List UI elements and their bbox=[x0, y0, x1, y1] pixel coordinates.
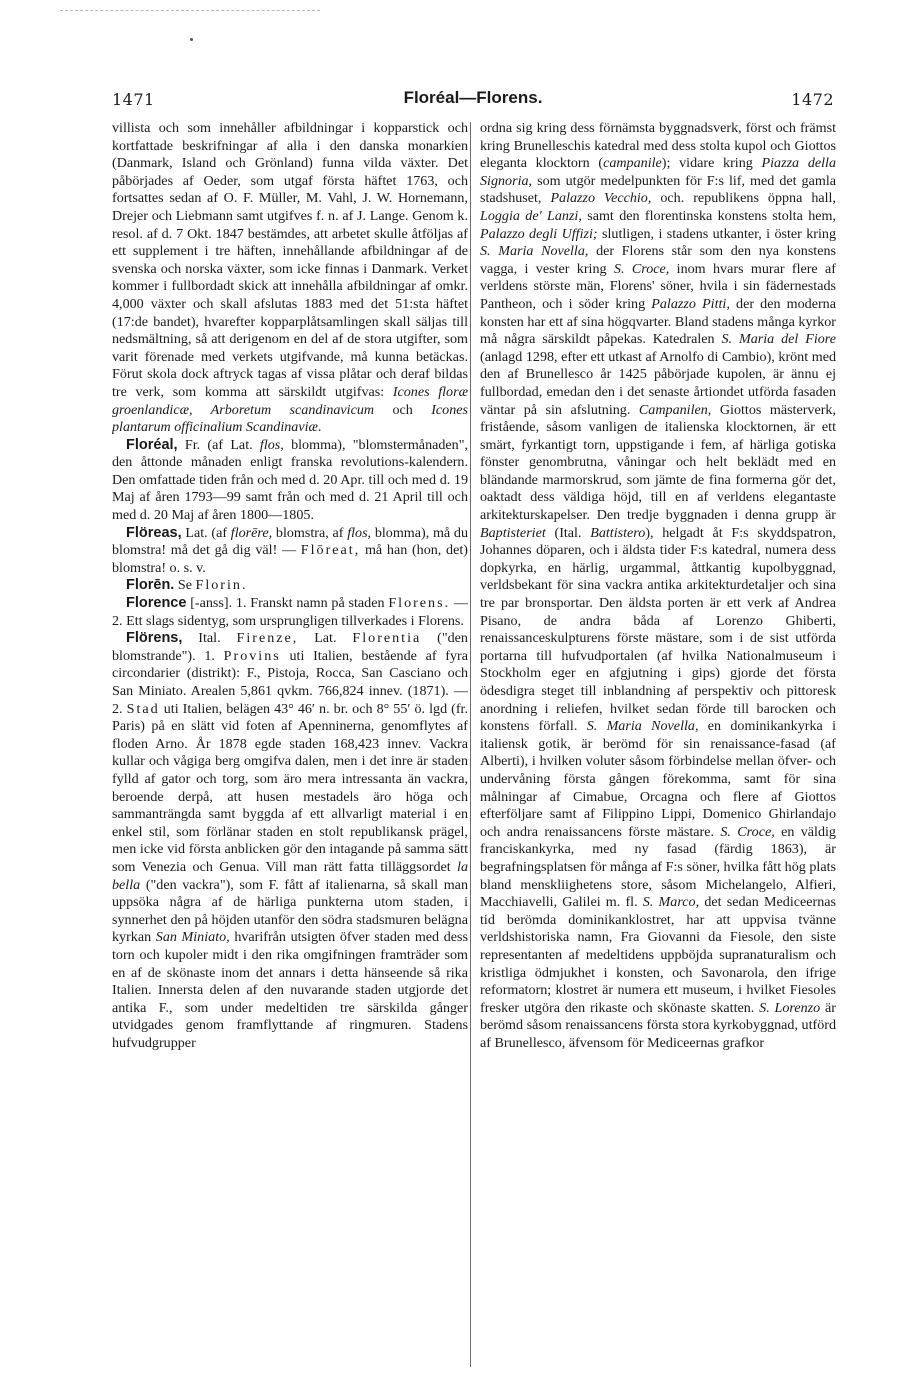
column-divider bbox=[470, 122, 471, 1367]
left-column bbox=[112, 120, 468, 1370]
entry-florens-continued: ordna sig kring dess förnämsta byggnadsverk, först och främst kring Brunelleschis katedral med dess stolta kupol och Giottos eleganta klocktorn (campanile); vidare kring Piazza della Signoria, som utgör medelpunkten för F:s lif, med det gamla stadshuset, Palazzo Vecchio, och. republikens öppna hall, Loggia de' Lanzi, samt den florentinska konstens stolta hem, Palazzo degli Uffizi; slutligen, i stadens utkanter, i öster kring S. Maria Novella, der Florens står som den nya konstens vagga, i vester kring S. Croce, inom hvars murar flere af verldens störste män, Florens' söner, hvila i sin fädernestads Pantheon, och i söder kring Palazzo Pitti, der den moderna konsten har ett af sina högqvarter. Bland stadens många kyrkor må några särskildt påpekas. Katedralen S. Maria del Fiore (anlagd 1298, efter ett utkast af Arnolfo di Cambio), krönt med den af Brunellesco år 1425 påbörjade kupolen, är ännu ej fullbordad, emedan den i det senaste årtiondet utförda fasaden väntar på sin afslutning. Campanilen, Giottos mästerverk, fristående, såsom vanligen de italienska klocktornen, är ett smärt, fyrkantigt torn, uppstigande i fem, af härliga gotiska fönster genombrutna, våningar och helt beklädt med en bländande marmorskrud, som jämte de fina formerna gör det, oaktadt dess väldiga höjd, till en af verldens elegantaste arkitekturskapelser. Den tredje byggnaden i denna grupp är Baptisteriet (Ital. Battistero), helgadt åt F:s skyddspatron, Johannes döparen, och i äldsta tider F:s katedral, numera dess dopkyrka, en härlig, urgammal, åttkantig kupolbyggnad, verldsbekant för sina vackra antika arkitekturdetaljer och sina tre par bronsportar. Den äldsta porten är ett verk af Andrea Pisano, de andra båda af Lorenzo Ghiberti, renaissanceskulpturens förste mästare, som i de sist utförda portarna till hufvudportalen (af hvilka Nationalmuseum i Stockholm eger en afgjutning i gips) gjorde det första ödesdigra steget till inblandning af perspektiv och pittoresk anordning i reliefen, hvilket sedan förde till barocken och konstens förfall. S. Maria Novella, en dominikankyrka i italiensk gotik, är berömd för sin renaissance-fasad (af Alberti), i hvilken voluter såsom förbindelse mellan öfver- och undervåning första gången förekomma, samt för sina målningar af Cimabue, Orcagna och flere af Giottos efterföljare samt af Filippino Lippi, Domenico Ghirlandajo och andra renaissancens förste mästare. S. Croce, en väldig franciskankyrka, med ny fasad (färdig 1863), är begrafningsplatsen för många af F:s söner, hvilka fått hög plats bland menskliighetens store, såsom Michelangelo, Alfieri, Macchiavelli, Galilei m. fl. S. Marco, det sedan Mediceernas tid berömda dominikanklostret, har att uppvisa tvänne verldshistoriska namn, Fra Giovanni da Fiesole, den siste representanten af medeltidens uppböjda supranaturalism och kristliga ödmjukhet i konsten, och Savonarola, den ifrige reformatorn; klostret är numera ett museum, i hvilket Fiesoles fresker utgöra den rikaste och skönaste skatten. S. Lorenzo är berömd såsom renaissancens första stora kyrkobyggnad, utförd af Brunellesco, äfvensom för Mediceernas grafkor bbox=[480, 120, 836, 1051]
scan-dot bbox=[190, 38, 193, 41]
page-number-right: 1472 bbox=[791, 90, 834, 109]
entry-floren: Florēn. Se Florin. bbox=[126, 577, 248, 594]
scan-edge-mark bbox=[60, 10, 320, 13]
entry-floreal: Floréal, Fr. (af Lat. flos, blomma), "blomstermånaden", den åttonde månaden enligt franska revolutions-kalendern. Den omfattade tiden från och med d. 20 Apr. till och med d. 19 Maj af åren 1793—99 samt från och med d. 21 April till och med d. 20 Maj af åren 1800—1805. bbox=[112, 436, 468, 524]
page-header bbox=[112, 86, 834, 112]
headword-floren: Florēn. bbox=[126, 577, 175, 594]
headword-floreal: Floréal, bbox=[126, 436, 178, 453]
headword-florens: Flörens, bbox=[126, 630, 183, 647]
headword-floreas: Flöreas, bbox=[126, 524, 182, 541]
entry-florens: Flörens, Ital. Firenze, Lat. Florentia ("den blomstrande"). 1. Provins uti Italien, bestående af fyra circondarier (distrikt): F., Pistoja, Rocca, San Casciano och San Miniato. Arealen 5,861 qvkm. 766,824 innev. (1871). — 2. Stad uti Italien, belägen 43° 46′ n. br. och 8° 55′ ö. lgd (fr. Paris) på en slätt vid foten af Apenninerna, genomflytes af floden Arno. År 1878 egde staden 168,423 innev. Vackra kullar och vågiga berg omgifva dalen, men i det inre är staden fylld af gator och torg, som äro mera intressanta än vackra, beroende derpå, att husen mestadels äro höga och sammanträngda samt byggda af ett allvarligt material i en enkel stil, som förlänar staden en stolt republikansk prägel, men icke vid första anblicken gör den intagande på samma sätt som Venezia och Genua. Vill man rätt fatta tilläggsordet la bella ("den vackra"), som F. fått af italienarna, så skall man uppsöka några af de härliga punkterna utom staden, i synnerhet den på höjden utanför den södra stadsmuren belägna kyrkan San Miniato, hvarifrån utsigten öfver staden med dess torn och kupoler midt i den rika omgifningen framträder som en af de skönaste inom det annars i detta hänseende så rika Italien. Innersta delen af den nuvarande staden utgjorde det antika F., som under medeltiden tre särskilda gånger utvidgades genom framflyttande af ringmuren. Stadens hufvudgrupper bbox=[112, 630, 468, 1051]
entry-florence: Florence [-anss]. 1. Franskt namn på staden Florens. — 2. Ett slags sidentyg, som ursprungligen tillverkades i Florens. bbox=[112, 595, 468, 629]
page-number-left: 1471 bbox=[112, 90, 155, 109]
right-column bbox=[480, 120, 836, 1370]
running-head: Floréal—Florens. bbox=[403, 88, 543, 107]
entry-continuation: villista och som innehåller afbildningar i kopparstick och kortfattade beskrifningar af alla i den danska monarkien (Danmark, Island och Grönland) funna vilda växter. Det påbörjades af Oeder, som utgaf första häftet 1763, och fortsattes sedan af O. F. Müller, M. Vahl, J. W. Hornemann, Drejer och Liebmann samt utgifves f. n. af J. Lange. Genom k. resol. af d. 7 Okt. 1847 bestämdes, att arbetet skulle åtföljas af ett supplement i tre häften, innehållande afbildningar af de svenska och norska växter, som icke finnas i Danmark. Verket kommer i fullbordadt skick att innehålla afbildningar af omkr. 4,000 växter och skall afslutas 1883 med det 51:sta häftet (17:de bandet), hvarefter kopparplåtsamlingen skall säljas till nedsmältning, så att derigenom en del af de stora utgifter, som varit förenade med verkets utgifvande, må kunna betäckas. Förut skola dock aftryck tagas af vissa plåtar och deraf bildas tre verk, som komma att särskildt utgifvas: Icones floræ groenlandicæ, Arboretum scandinavicum och Icones plantarum officinalium Scandinaviæ. bbox=[112, 120, 468, 436]
entry-floreas: Flöreas, Lat. (af florēre, blomstra, af flos, blomma), må du blomstra! må det gå dig väl! — Flōreat, må han (hon, det) blomstra! o. s. v. bbox=[112, 524, 468, 576]
headword-florence: Florence bbox=[126, 595, 187, 612]
